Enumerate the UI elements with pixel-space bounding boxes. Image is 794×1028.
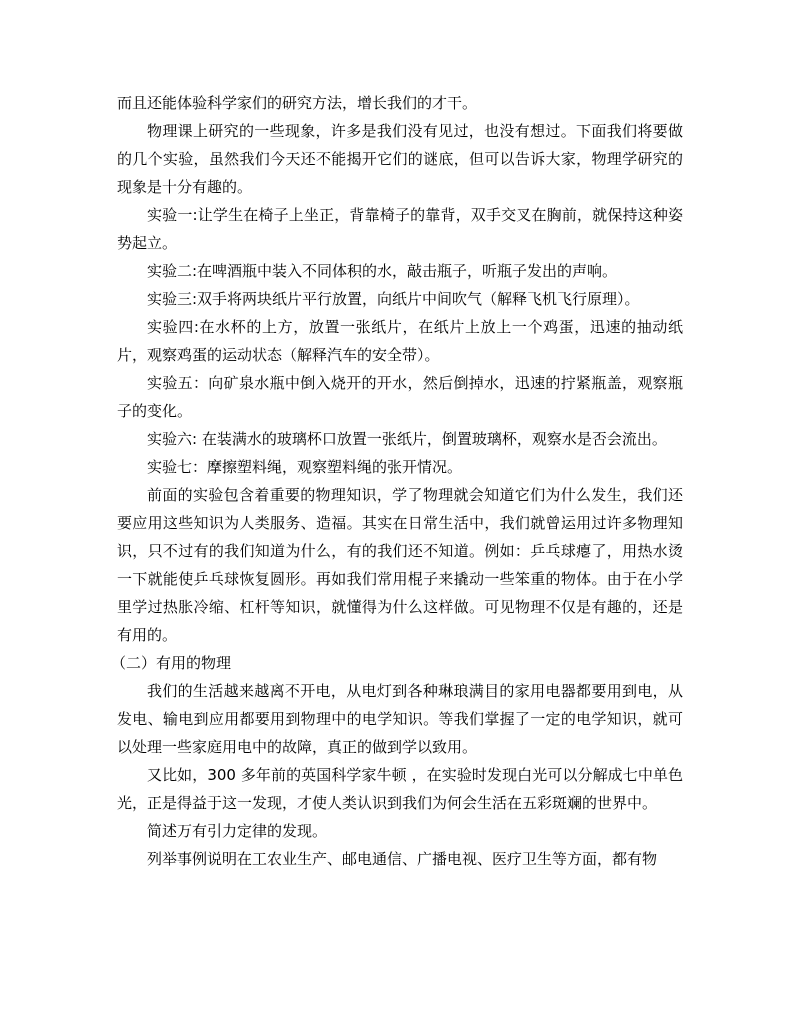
paragraph-gravitation: 简述万有引力定律的发现。 xyxy=(147,822,328,840)
document-page xyxy=(111,89,683,873)
paragraph-experiment-2: 实验二:在啤酒瓶中装入不同体积的水，敲击瓶子，听瓶子发出的声响。 xyxy=(147,262,618,280)
paragraph-experiment-4: 实验四:在水杯的上方，放置一张纸片，在纸片上放上一个鸡蛋，迅速的抽动纸片，观察鸡蛋的运动状态（解释汽车的安全带）。 xyxy=(117,318,683,364)
paragraph-examples: 列举事例说明在工农业生产、邮电通信、广播电视、医疗卫生等方面，都有物 xyxy=(147,850,658,868)
paragraph-summary: 前面的实验包含着重要的物理知识，学了物理就会知道它们为什么发生，我们还要应用这些知识为人类服务、造福。其实在日常生活中，我们就曾运用过许多物理知识，只不过有的我们知道为什么，有的我们还不知道。例如：乒乓球瘪了，用热水烫一下就能使乒乓球恢复圆形。再如我们常用棍子来撬动一些笨重的物体。由于在小学里学过热胀冷缩、杠杆等知识，就懂得为什么这样做。可见物理不仅是有趣的，还是有用的。 xyxy=(117,486,683,644)
paragraph-continuation: 而且还能体验科学家们的研究方法，增长我们的才干。 xyxy=(117,94,478,112)
paragraph-newton: 又比如，300 多年前的英国科学家牛顿 ，在实验时发现白光可以分解成七中单色光，正是得益于这一发现，才使人类认识到我们为何会生活在五彩斑斓的世界中。 xyxy=(117,766,683,812)
paragraph-experiment-7: 实验七：摩擦塑料绳，观察塑料绳的张开情况。 xyxy=(147,458,463,476)
paragraph-experiment-3: 实验三:双手将两块纸片平行放置，向纸片中间吹气（解释飞机飞行原理）。 xyxy=(147,290,640,308)
paragraph-electricity: 我们的生活越来越离不开电，从电灯到各种琳琅满目的家用电器都要用到电，从发电、输电到应用都要用到物理中的电学知识。等我们掌握了一定的电学知识，就可以处理一些家庭用电中的故障，真正的做到学以致用。 xyxy=(117,682,683,756)
paragraph-experiment-1: 实验一:让学生在椅子上坐正，背靠椅子的靠背，双手交叉在胸前，就保持这种姿势起立。 xyxy=(117,206,683,252)
paragraph-experiment-6: 实验六: 在装满水的玻璃杯口放置一张纸片，倒置玻璃杯，观察水是否会流出。 xyxy=(147,430,667,448)
paragraph-intro: 物理课上研究的一些现象，许多是我们没有见过，也没有想过。下面我们将要做的几个实验，虽然我们今天还不能揭开它们的谜底，但可以告诉大家，物理学研究的现象是十分有趣的。 xyxy=(117,122,683,196)
paragraph-experiment-5: 实验五：向矿泉水瓶中倒入烧开的开水，然后倒掉水，迅速的拧紧瓶盖，观察瓶子的变化。 xyxy=(117,374,683,420)
section-heading: （二）有用的物理 xyxy=(111,654,232,672)
